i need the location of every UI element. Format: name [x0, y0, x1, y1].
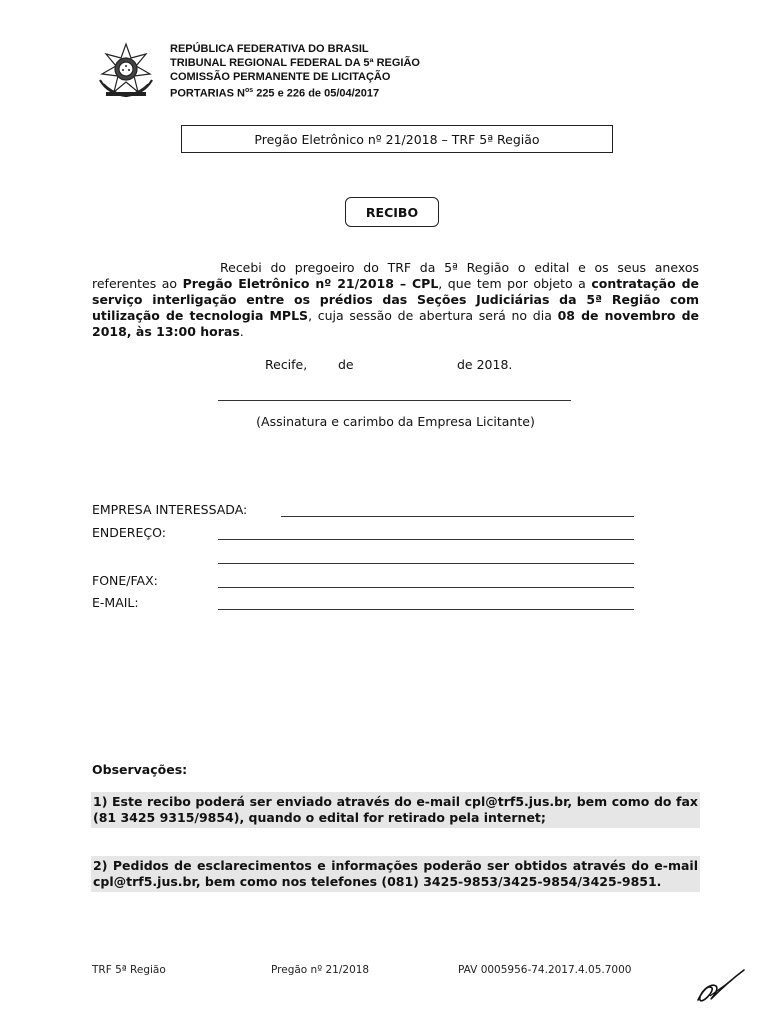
year-label: de 2018.	[457, 357, 513, 372]
signature-caption: (Assinatura e carimbo da Empresa Licitante)	[256, 414, 535, 429]
city-label: Recife,	[265, 357, 308, 372]
observation-item-2: 2) Pedidos de esclarecimentos e informações poderão ser obtidos através do e-mail cpl@trf5.jus.br, bem como nos telefones (081) 3425-9853/3425-9854/3425-9851.	[91, 856, 700, 892]
fone-label: FONE/FAX:	[92, 573, 158, 588]
signature-line[interactable]	[218, 388, 571, 401]
coat-of-arms-icon	[94, 40, 158, 100]
fone-field[interactable]	[218, 586, 634, 588]
endereco-label: ENDEREÇO:	[92, 525, 166, 540]
institution-header	[170, 42, 420, 101]
empresa-label: EMPRESA INTERESSADA:	[92, 502, 248, 517]
footer-center: Pregão nº 21/2018	[271, 964, 370, 976]
footer-left: TRF 5ª Região	[92, 964, 166, 976]
recibo-heading: RECIBO	[345, 197, 439, 227]
header-line-1: REPÚBLICA FEDERATIVA DO BRASIL	[170, 43, 369, 55]
document-title: Pregão Eletrônico nº 21/2018 – TRF 5ª Região	[181, 125, 613, 153]
observation-item-1: 1) Este recibo poderá ser enviado através do e-mail cpl@trf5.jus.br, bem como do fax (81 3425 9315/9854), quando o edital for retirado pela internet;	[91, 792, 700, 828]
date-de-label: de	[338, 357, 354, 372]
footer-right: PAV 0005956-74.2017.4.05.7000	[458, 964, 632, 976]
endereco-field-2[interactable]	[218, 562, 634, 564]
receipt-paragraph: Recebi do pregoeiro do TRF da 5ª Região o edital e os seus anexos referentes ao Pregão Eletrônico nº 21/2018 – CPL, que tem por objeto a contratação de serviço interligação entre os prédios das Seções Judiciárias da 5ª Região com utilização de tecnologia MPLS, cuja sessão de abertura será no dia 08 de novembro de 2018, às 13:00 horas.	[92, 260, 700, 339]
header-line-4: PORTARIAS $N^{os}$ 225 e 226 de 05/04/2017	[170, 87, 380, 100]
email-label: E-MAIL:	[92, 595, 139, 610]
handwritten-signature	[694, 962, 748, 1006]
email-field[interactable]	[218, 608, 634, 610]
observations-title: Observações:	[92, 762, 188, 777]
header-line-3: COMISSÃO PERMANENTE DE LICITAÇÃO	[170, 71, 391, 83]
empresa-field[interactable]	[281, 515, 634, 517]
endereco-field-1[interactable]	[218, 538, 634, 540]
header-line-2: TRIBUNAL REGIONAL FEDERAL DA 5ª REGIÃO	[170, 57, 420, 69]
